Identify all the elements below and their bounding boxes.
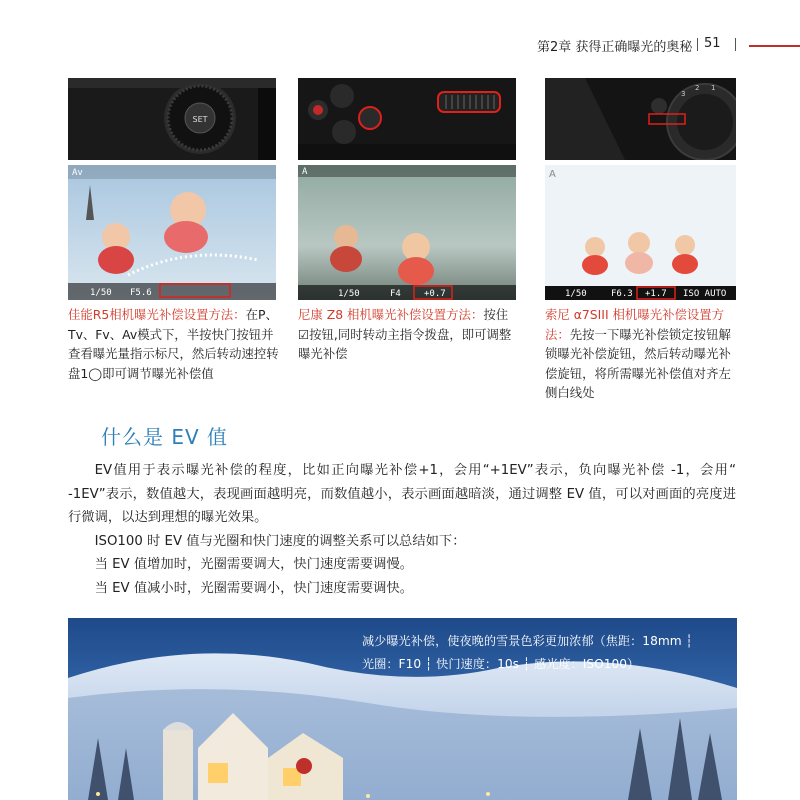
section-title: 什么是 EV 值 xyxy=(101,425,229,449)
header-accent-rule xyxy=(749,45,800,47)
screen-ev: +1.7 xyxy=(645,289,667,299)
header-divider xyxy=(697,38,698,51)
page-number: 51 xyxy=(704,36,721,51)
screen-mode-label: Av xyxy=(72,168,83,178)
screen-shutter: 1/50 xyxy=(90,288,112,298)
sony-screen xyxy=(545,165,736,300)
screen-shutter: 1/50 xyxy=(338,289,360,299)
svg-text:3: 3 xyxy=(681,90,686,98)
svg-text:1: 1 xyxy=(711,84,716,92)
header-divider xyxy=(735,38,736,51)
paragraph: EV值用于表示曝光补偿的程度，比如正向曝光补偿+1，会用“+1EV”表示，负向曝光补偿 -1，会用“ -1EV”表示，数值越大，表现画面越明亮，而数值越小，表示画面越暗淡，通过调整 EV 值，可以对画面的亮度进行微调，以达到理想的曝光效果。 xyxy=(68,463,736,526)
paragraph: ISO100 时 EV 值与光圈和快门速度的调整关系可以总结如下： xyxy=(94,533,466,549)
canon-caption xyxy=(68,305,280,383)
screen-aperture: F6.3 xyxy=(611,289,633,299)
paragraph: 当 EV 值减小时，光圈需要调小，快门速度需要调快。 xyxy=(94,580,414,596)
screen-aperture: F5.6 xyxy=(130,288,152,298)
nikon-caption xyxy=(298,305,518,364)
nikon-caption-body: 按住☑按钮,同时转动主指令拨盘，即可调整曝光补偿 xyxy=(298,307,512,361)
canon-caption-title: 佳能R5相机曝光补偿设置方法： xyxy=(68,307,246,322)
canon-screen xyxy=(68,165,276,300)
photo-caption-line: 减少曝光补偿，使夜晚的雪景色彩更加浓郁（焦距：18mm ┆ xyxy=(362,634,693,648)
nikon-screen xyxy=(298,165,516,300)
chapter-title: 第2章 获得正确曝光的奥秘 xyxy=(537,40,693,55)
screen-mode-label: A xyxy=(302,167,308,177)
sony-caption xyxy=(545,305,737,403)
page-header xyxy=(0,36,800,56)
svg-text:2: 2 xyxy=(695,84,700,92)
screen-aperture: F4 xyxy=(390,289,401,299)
photo-caption-line: 光圈：F10 ┆ 快门速度：10s ┆ 感光度：ISO100） xyxy=(362,657,640,671)
nikon-dial-photo xyxy=(298,78,516,160)
nikon-caption-title: 尼康 Z8 相机曝光补偿设置方法： xyxy=(298,307,484,322)
screen-shutter: 1/50 xyxy=(565,289,587,299)
photo-caption xyxy=(362,630,693,676)
paragraph: 当 EV 值增加时，光圈需要调大，快门速度需要调慢。 xyxy=(94,557,414,573)
sony-caption-body: 先按一下曝光补偿锁定按钮解锁曝光补偿旋钮，然后转动曝光补偿旋钮，将所需曝光补偿值对齐左侧白线处 xyxy=(545,326,731,400)
canon-dial-photo xyxy=(68,78,276,160)
section-body xyxy=(68,459,736,601)
screen-ev: +0.7 xyxy=(424,289,446,299)
screen-iso: ISO AUTO xyxy=(683,289,727,299)
screen-mode-label: A xyxy=(549,169,556,180)
sony-dial-photo xyxy=(545,78,736,160)
set-button-label: SET xyxy=(192,115,208,124)
sony-caption-title: 索尼 α7SIII 相机曝光补偿设置方法： xyxy=(545,307,725,342)
canon-caption-body: 在P、Tv、Fv、Av模式下，半按快门按钮并查看曝光量指示标尺，然后转动速控转盘1◯即可调节曝光补偿值 xyxy=(68,307,279,381)
